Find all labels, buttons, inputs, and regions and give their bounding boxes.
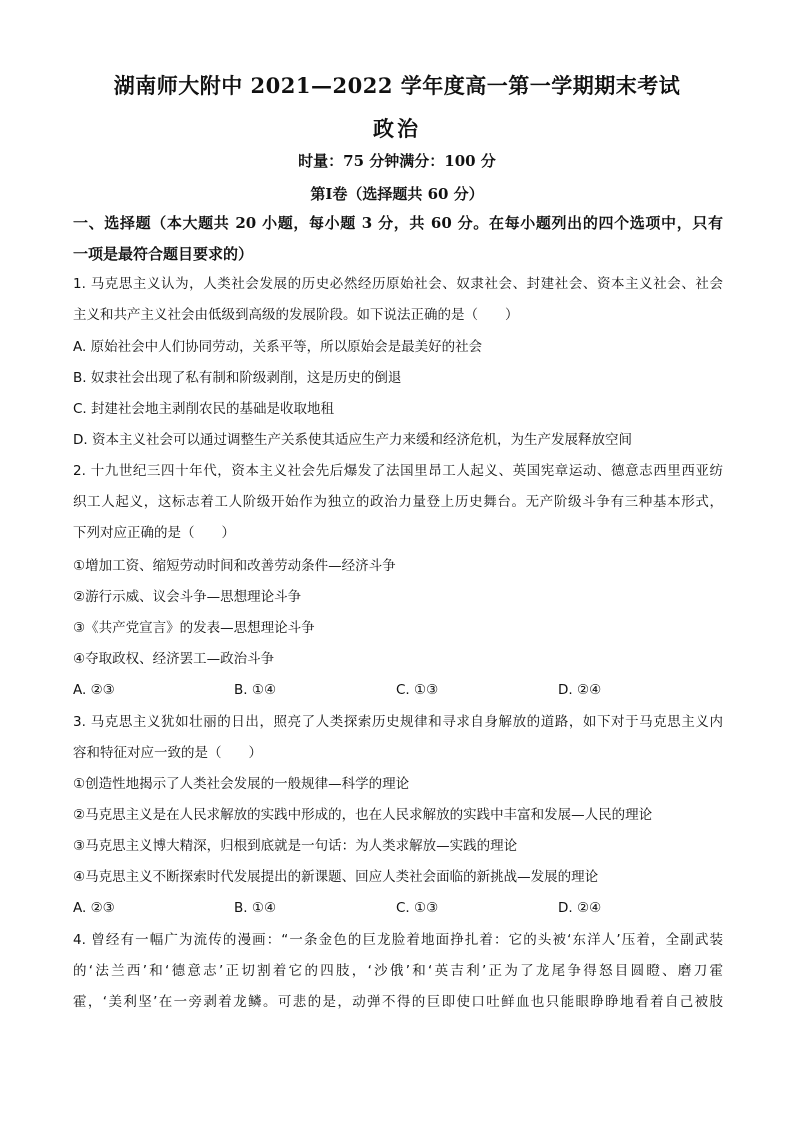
q4-stem-line-2: 的‘法兰西’和‘德意志’正切割着它的四肢，‘沙俄’和‘英吉利’正为了龙尾争得怒目圆瞪、磨刀霍 [73,963,723,979]
q1-option-b: B. 奴隶社会出现了私有制和阶级剥削，这是历史的倒退 [73,370,402,386]
q3-statement-2: ②马克思主义是在人民求解放的实践中形成的，也在人民求解放的实践中丰富和发展—人民的理论 [73,807,653,823]
q4-stem-line-3: 霍，‘美利坚’在一旁剥着龙鳞。可悲的是，动弹不得的巨即使口吐鲜血也只能眼睁睁地看着自己被肢 [73,994,723,1010]
q2-stem-line-1: 2. 十九世纪三四十年代，资本主义社会先后爆发了法国里昂工人起义、英国宪章运动、德意志西里西亚纺 [73,463,723,479]
q4-stem-line-1: 4. 曾经有一幅广为流传的漫画：“一条金色的巨龙脸着地面挣扎着：它的头被‘东洋人’压着，全副武装 [73,932,723,948]
q2-options [73,680,723,700]
q2-statement-2: ②游行示威、议会斗争—思想理论斗争 [73,589,302,605]
q2-option-d: D. ②④ [558,682,602,698]
q1-option-d: D. 资本主义社会可以通过调整生产关系使其适应生产力来缓和经济危机，为生产发展释放空间 [73,432,632,448]
q3-options [73,898,723,918]
q3-option-d: D. ②④ [558,900,602,916]
q2-statement-3: ③《共产党宣言》的发表—思想理论斗争 [73,620,315,636]
q3-option-b: B. ①④ [234,900,277,916]
q1-stem-line-1: 1. 马克思主义认为，人类社会发展的历史必然经历原始社会、奴隶社会、封建社会、资本主义社会、社会 [73,276,723,292]
q1-option-c: C. 封建社会地主剥削农民的基础是收取地租 [73,401,335,417]
section-heading-line-2: 一项是最符合题目要求的） [73,245,254,263]
q2-option-a: A. ②③ [73,682,115,698]
q2-option-b: B. ①④ [234,682,277,698]
q3-statement-3: ③马克思主义博大精深，归根到底就是一句话：为人类求解放—实践的理论 [73,838,518,854]
q2-statement-1: ①增加工资、缩短劳动时间和改善劳动条件—经济斗争 [73,558,396,574]
subject-title: 政治 [373,116,421,141]
q1-stem-line-2: 主义和共产主义社会由低级到高级的发展阶段。如下说法正确的是（ ） [73,307,519,323]
section-heading-line-1: 一、选择题（本大题共 20 小题，每小题 3 分，共 60 分。在每小题列出的四个选项中，只有 [73,214,723,232]
q2-stem-line-3: 下列对应正确的是（ ） [73,525,235,541]
q3-option-a: A. ②③ [73,900,115,916]
exam-info: 时量：75 分钟满分：100 分 [298,152,496,170]
q3-option-c: C. ①③ [396,900,439,916]
q2-option-c: C. ①③ [396,682,439,698]
exam-title: 湖南师大附中 2021—2022 学年度高一第一学期期末考试 [113,73,681,98]
q2-statement-4: ④夺取政权、经济罢工—政治斗争 [73,651,275,667]
q1-option-a: A. 原始社会中人们协同劳动，关系平等，所以原始会是最美好的社会 [73,339,483,355]
section-heading [73,208,723,270]
q3-stem-line-2: 容和特征对应一致的是（ ） [73,745,262,761]
q3-stem-line-1: 3. 马克思主义犹如壮丽的日出，照亮了人类探索历史规律和寻求自身解放的道路，如下对于马克思主义内 [73,714,723,730]
volume-title: 第Ⅰ卷（选择题共 60 分） [310,185,484,203]
q3-statement-4: ④马克思主义不断探索时代发展提出的新课题、回应人类社会面临的新挑战—发展的理论 [73,869,599,885]
q3-statement-1: ①创造性地揭示了人类社会发展的一般规律—科学的理论 [73,776,410,792]
q2-stem-line-2: 织工人起义，这标志着工人阶级开始作为独立的政治力量登上历史舞台。无产阶级斗争有三种基本形式， [73,494,723,510]
